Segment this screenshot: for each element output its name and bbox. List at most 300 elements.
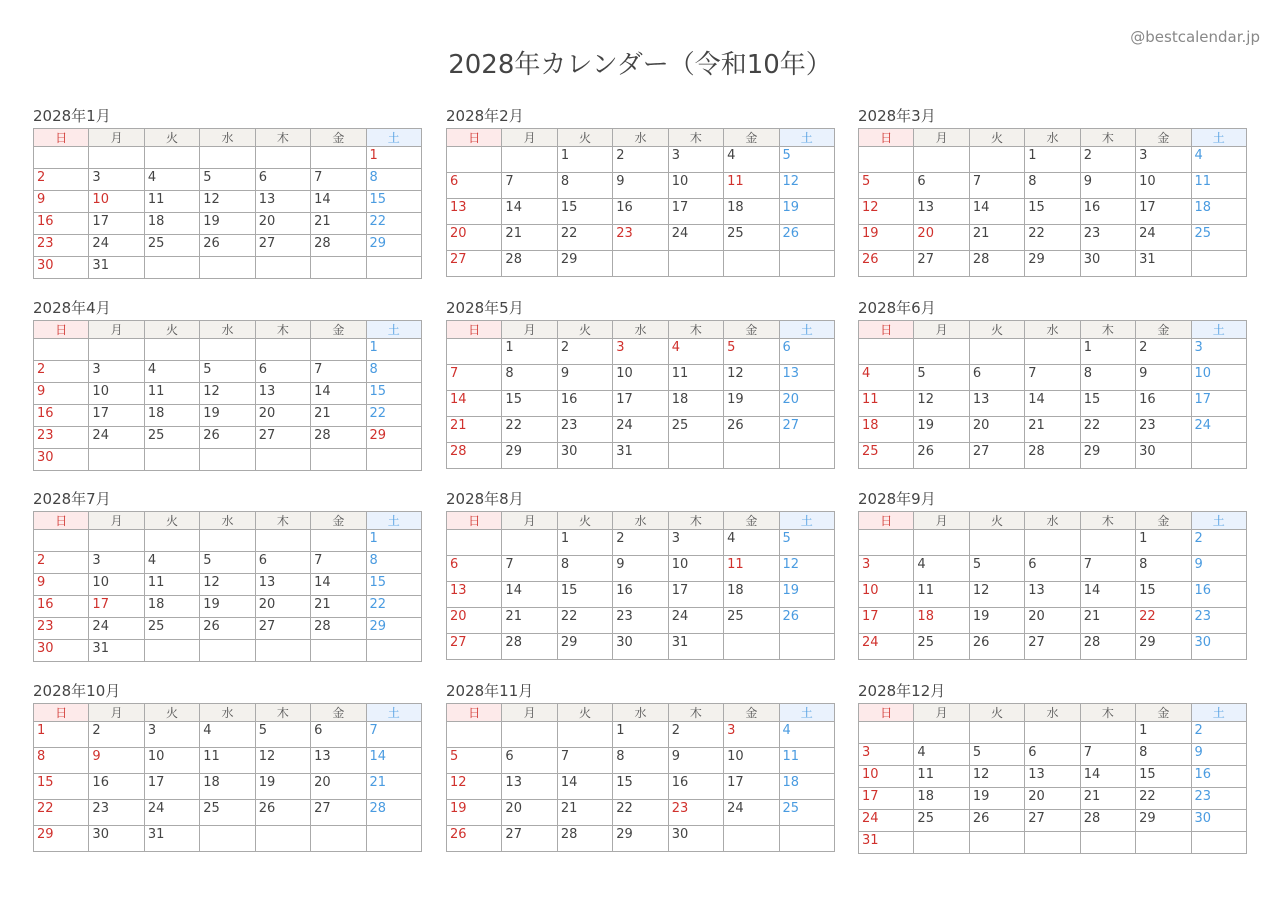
week-row <box>859 199 1247 225</box>
weekday-header: 土 <box>779 321 834 339</box>
weekday-header: 金 <box>311 321 366 339</box>
day-cell: 13 <box>255 383 310 405</box>
weekday-header: 木 <box>255 512 310 530</box>
day-cell <box>1080 530 1135 556</box>
day-cell: 29 <box>1080 443 1135 469</box>
week-row <box>447 774 835 800</box>
day-cell: 30 <box>557 443 612 469</box>
day-cell: 11 <box>859 391 914 417</box>
weekday-header: 金 <box>724 704 779 722</box>
day-cell: 2 <box>613 147 668 173</box>
day-cell: 23 <box>1136 417 1191 443</box>
month-table <box>858 320 1247 469</box>
day-cell: 2 <box>1136 339 1191 365</box>
day-cell: 18 <box>779 774 834 800</box>
day-cell <box>502 722 557 748</box>
month-label: 2028年6月 <box>858 299 936 317</box>
day-cell <box>89 530 144 552</box>
day-cell: 22 <box>1136 788 1191 810</box>
day-cell: 24 <box>144 800 199 826</box>
day-cell <box>255 826 310 852</box>
month-calendar <box>446 105 835 277</box>
day-cell: 31 <box>144 826 199 852</box>
week-row <box>447 556 835 582</box>
day-cell: 20 <box>502 800 557 826</box>
weekday-header: 木 <box>255 129 310 147</box>
day-cell: 22 <box>366 405 421 427</box>
weekday-header: 木 <box>1080 321 1135 339</box>
day-cell: 4 <box>724 530 779 556</box>
day-cell: 20 <box>914 225 969 251</box>
day-cell: 9 <box>1080 173 1135 199</box>
day-cell: 25 <box>914 810 969 832</box>
month-label: 2028年10月 <box>33 682 121 700</box>
day-cell: 5 <box>447 748 502 774</box>
day-cell <box>311 449 366 471</box>
day-cell: 3 <box>859 744 914 766</box>
month-table <box>33 128 422 279</box>
day-cell: 13 <box>502 774 557 800</box>
day-cell: 11 <box>724 556 779 582</box>
day-cell: 27 <box>447 251 502 277</box>
day-cell: 18 <box>1191 199 1246 225</box>
weekday-header: 金 <box>311 512 366 530</box>
weekday-header: 水 <box>200 704 255 722</box>
day-cell: 27 <box>447 634 502 660</box>
day-cell: 28 <box>502 634 557 660</box>
day-cell: 27 <box>255 618 310 640</box>
weekday-header: 水 <box>613 704 668 722</box>
week-row <box>447 147 835 173</box>
day-cell: 11 <box>668 365 723 391</box>
day-cell: 5 <box>859 173 914 199</box>
day-cell: 23 <box>1191 788 1246 810</box>
week-row <box>859 634 1247 660</box>
day-cell: 4 <box>144 552 199 574</box>
day-cell: 11 <box>914 582 969 608</box>
day-cell: 21 <box>502 225 557 251</box>
day-cell <box>859 147 914 173</box>
day-cell: 26 <box>779 225 834 251</box>
day-cell: 31 <box>668 634 723 660</box>
day-cell <box>447 339 502 365</box>
day-cell: 22 <box>502 417 557 443</box>
day-cell: 18 <box>144 596 199 618</box>
day-cell: 9 <box>34 383 89 405</box>
day-cell: 11 <box>914 766 969 788</box>
week-row <box>447 339 835 365</box>
month-calendar <box>858 680 1247 854</box>
day-cell <box>1080 722 1135 744</box>
week-row <box>859 251 1247 277</box>
day-cell: 13 <box>255 191 310 213</box>
day-cell: 16 <box>1080 199 1135 225</box>
month-label: 2028年8月 <box>446 490 524 508</box>
week-row <box>447 365 835 391</box>
week-row <box>447 391 835 417</box>
month-table <box>858 511 1247 660</box>
day-cell <box>502 147 557 173</box>
day-cell: 25 <box>724 608 779 634</box>
day-cell: 22 <box>1025 225 1080 251</box>
day-cell: 10 <box>144 748 199 774</box>
day-cell: 25 <box>144 427 199 449</box>
day-cell: 8 <box>557 173 612 199</box>
day-cell <box>969 530 1024 556</box>
day-cell: 24 <box>89 235 144 257</box>
day-cell: 3 <box>668 147 723 173</box>
day-cell <box>311 257 366 279</box>
day-cell: 1 <box>366 339 421 361</box>
day-cell: 13 <box>914 199 969 225</box>
day-cell <box>366 826 421 852</box>
day-cell: 4 <box>1191 147 1246 173</box>
day-cell: 30 <box>34 257 89 279</box>
day-cell: 5 <box>779 147 834 173</box>
weekday-header: 日 <box>859 321 914 339</box>
day-cell: 15 <box>34 774 89 800</box>
day-cell: 6 <box>914 173 969 199</box>
day-cell <box>724 826 779 852</box>
day-cell <box>779 826 834 852</box>
day-cell: 6 <box>255 552 310 574</box>
week-row <box>34 774 422 800</box>
weekday-header: 月 <box>89 704 144 722</box>
day-cell: 12 <box>200 574 255 596</box>
day-cell: 21 <box>311 405 366 427</box>
day-cell: 15 <box>557 582 612 608</box>
weekday-header: 火 <box>969 129 1024 147</box>
week-row <box>447 530 835 556</box>
weekday-header: 月 <box>502 704 557 722</box>
day-cell <box>724 443 779 469</box>
day-cell <box>144 339 199 361</box>
weekday-header: 金 <box>1136 704 1191 722</box>
day-cell: 31 <box>1136 251 1191 277</box>
day-cell <box>1025 530 1080 556</box>
week-row <box>447 417 835 443</box>
day-cell <box>557 722 612 748</box>
day-cell: 15 <box>502 391 557 417</box>
day-cell: 24 <box>859 634 914 660</box>
day-cell: 10 <box>89 383 144 405</box>
day-cell: 30 <box>613 634 668 660</box>
day-cell: 2 <box>89 722 144 748</box>
day-cell: 2 <box>1191 530 1246 556</box>
day-cell: 4 <box>200 722 255 748</box>
week-row <box>34 383 422 405</box>
weekday-header: 日 <box>859 129 914 147</box>
day-cell: 27 <box>255 235 310 257</box>
day-cell: 23 <box>557 417 612 443</box>
day-cell: 18 <box>724 199 779 225</box>
day-cell: 23 <box>613 225 668 251</box>
day-cell <box>779 443 834 469</box>
day-cell: 19 <box>724 391 779 417</box>
day-cell: 7 <box>557 748 612 774</box>
week-row <box>34 618 422 640</box>
week-row <box>859 788 1247 810</box>
weekday-header: 木 <box>255 321 310 339</box>
day-cell: 29 <box>613 826 668 852</box>
day-cell: 10 <box>89 574 144 596</box>
day-cell: 1 <box>502 339 557 365</box>
day-cell: 7 <box>1080 556 1135 582</box>
day-cell: 17 <box>668 199 723 225</box>
day-cell: 6 <box>1025 556 1080 582</box>
month-label: 2028年9月 <box>858 490 936 508</box>
day-cell: 3 <box>613 339 668 365</box>
day-cell: 18 <box>859 417 914 443</box>
day-cell: 27 <box>1025 810 1080 832</box>
day-cell <box>1191 443 1246 469</box>
day-cell: 15 <box>1080 391 1135 417</box>
day-cell <box>447 722 502 748</box>
day-cell: 2 <box>1080 147 1135 173</box>
week-row <box>34 800 422 826</box>
day-cell: 10 <box>1136 173 1191 199</box>
day-cell: 8 <box>1136 556 1191 582</box>
weekday-header: 月 <box>914 129 969 147</box>
day-cell: 28 <box>366 800 421 826</box>
weekday-header: 火 <box>144 129 199 147</box>
weekday-header: 土 <box>779 129 834 147</box>
weekday-header: 水 <box>1025 321 1080 339</box>
day-cell: 31 <box>89 640 144 662</box>
site-credit: @bestcalendar.jp <box>1130 28 1260 46</box>
week-row <box>447 800 835 826</box>
week-row <box>859 608 1247 634</box>
day-cell: 20 <box>1025 788 1080 810</box>
day-cell: 16 <box>34 213 89 235</box>
month-calendar <box>446 297 835 469</box>
day-cell: 23 <box>34 427 89 449</box>
day-cell: 1 <box>1136 530 1191 556</box>
day-cell <box>502 530 557 556</box>
day-cell: 26 <box>255 800 310 826</box>
week-row <box>859 391 1247 417</box>
week-row <box>859 766 1247 788</box>
day-cell: 8 <box>613 748 668 774</box>
week-row <box>34 722 422 748</box>
week-row <box>34 235 422 257</box>
day-cell: 7 <box>311 169 366 191</box>
day-cell <box>34 339 89 361</box>
day-cell: 29 <box>1136 634 1191 660</box>
day-cell: 18 <box>144 213 199 235</box>
day-cell: 16 <box>1191 582 1246 608</box>
day-cell <box>89 339 144 361</box>
day-cell: 12 <box>859 199 914 225</box>
day-cell: 25 <box>668 417 723 443</box>
weekday-header: 月 <box>502 129 557 147</box>
day-cell: 28 <box>557 826 612 852</box>
month-table <box>33 320 422 471</box>
day-cell <box>724 251 779 277</box>
day-cell: 25 <box>859 443 914 469</box>
day-cell <box>613 251 668 277</box>
day-cell: 14 <box>502 199 557 225</box>
day-cell: 1 <box>366 147 421 169</box>
day-cell: 16 <box>34 405 89 427</box>
day-cell <box>1191 832 1246 854</box>
day-cell: 3 <box>724 722 779 748</box>
day-cell: 19 <box>969 788 1024 810</box>
day-cell: 6 <box>969 365 1024 391</box>
weekday-header: 土 <box>366 512 421 530</box>
day-cell: 2 <box>34 361 89 383</box>
weekday-header: 火 <box>144 512 199 530</box>
day-cell <box>668 443 723 469</box>
day-cell: 8 <box>1025 173 1080 199</box>
week-row <box>34 147 422 169</box>
day-cell: 22 <box>557 225 612 251</box>
day-cell: 14 <box>969 199 1024 225</box>
day-cell: 3 <box>668 530 723 556</box>
day-cell <box>200 530 255 552</box>
day-cell: 8 <box>1080 365 1135 391</box>
day-cell: 19 <box>969 608 1024 634</box>
day-cell: 8 <box>557 556 612 582</box>
day-cell: 26 <box>969 810 1024 832</box>
day-cell <box>200 339 255 361</box>
day-cell: 14 <box>311 191 366 213</box>
weekday-header: 水 <box>613 321 668 339</box>
day-cell: 8 <box>366 552 421 574</box>
day-cell <box>200 826 255 852</box>
day-cell: 30 <box>1080 251 1135 277</box>
day-cell: 26 <box>914 443 969 469</box>
day-cell: 13 <box>779 365 834 391</box>
month-label: 2028年5月 <box>446 299 524 317</box>
day-cell: 12 <box>969 766 1024 788</box>
week-row <box>34 361 422 383</box>
day-cell: 24 <box>859 810 914 832</box>
day-cell: 16 <box>613 199 668 225</box>
weekday-header: 火 <box>969 704 1024 722</box>
weekday-header: 土 <box>1191 704 1246 722</box>
day-cell: 5 <box>724 339 779 365</box>
day-cell: 28 <box>311 427 366 449</box>
day-cell: 17 <box>89 596 144 618</box>
day-cell: 19 <box>200 405 255 427</box>
day-cell: 9 <box>1191 744 1246 766</box>
day-cell <box>255 640 310 662</box>
month-label: 2028年11月 <box>446 682 534 700</box>
day-cell: 24 <box>1191 417 1246 443</box>
week-row <box>447 826 835 852</box>
day-cell: 13 <box>311 748 366 774</box>
month-table <box>446 320 835 469</box>
day-cell: 29 <box>366 618 421 640</box>
day-cell: 29 <box>557 634 612 660</box>
week-row <box>859 810 1247 832</box>
day-cell: 12 <box>255 748 310 774</box>
day-cell: 5 <box>200 169 255 191</box>
week-row <box>34 213 422 235</box>
month-calendar <box>858 488 1247 660</box>
day-cell: 9 <box>1136 365 1191 391</box>
day-cell: 12 <box>914 391 969 417</box>
day-cell: 21 <box>1025 417 1080 443</box>
day-cell: 14 <box>1080 582 1135 608</box>
day-cell <box>1136 832 1191 854</box>
week-row <box>34 748 422 774</box>
day-cell: 22 <box>34 800 89 826</box>
day-cell: 28 <box>969 251 1024 277</box>
day-cell: 2 <box>34 169 89 191</box>
weekday-header: 水 <box>1025 704 1080 722</box>
day-cell: 18 <box>668 391 723 417</box>
weekday-header: 日 <box>447 704 502 722</box>
month-table <box>33 511 422 662</box>
weekday-header: 木 <box>1080 704 1135 722</box>
day-cell <box>144 640 199 662</box>
weekday-header: 土 <box>1191 512 1246 530</box>
day-cell: 9 <box>613 173 668 199</box>
day-cell: 27 <box>1025 634 1080 660</box>
day-cell: 6 <box>255 361 310 383</box>
day-cell: 30 <box>1191 634 1246 660</box>
day-cell: 3 <box>89 361 144 383</box>
day-cell: 20 <box>447 225 502 251</box>
day-cell <box>1191 251 1246 277</box>
week-row <box>34 552 422 574</box>
day-cell: 27 <box>914 251 969 277</box>
week-row <box>447 173 835 199</box>
day-cell: 21 <box>447 417 502 443</box>
day-cell <box>89 147 144 169</box>
day-cell: 10 <box>613 365 668 391</box>
month-calendar <box>858 297 1247 469</box>
day-cell: 7 <box>311 361 366 383</box>
day-cell <box>144 147 199 169</box>
day-cell: 1 <box>557 530 612 556</box>
week-row <box>34 169 422 191</box>
day-cell: 26 <box>969 634 1024 660</box>
day-cell: 17 <box>668 582 723 608</box>
month-calendar <box>858 105 1247 277</box>
day-cell: 30 <box>34 449 89 471</box>
day-cell <box>255 530 310 552</box>
day-cell: 22 <box>366 596 421 618</box>
day-cell: 7 <box>502 556 557 582</box>
day-cell <box>255 147 310 169</box>
day-cell: 4 <box>144 169 199 191</box>
day-cell: 4 <box>779 722 834 748</box>
day-cell: 22 <box>1080 417 1135 443</box>
day-cell: 2 <box>613 530 668 556</box>
day-cell: 2 <box>557 339 612 365</box>
day-cell: 8 <box>1136 744 1191 766</box>
month-calendar <box>33 680 422 852</box>
day-cell: 29 <box>1136 810 1191 832</box>
week-row <box>447 722 835 748</box>
day-cell: 26 <box>200 427 255 449</box>
day-cell <box>311 640 366 662</box>
weekday-header: 水 <box>200 129 255 147</box>
day-cell: 17 <box>724 774 779 800</box>
day-cell: 28 <box>447 443 502 469</box>
weekday-header: 土 <box>779 704 834 722</box>
day-cell: 7 <box>447 365 502 391</box>
day-cell: 20 <box>447 608 502 634</box>
month-label: 2028年2月 <box>446 107 524 125</box>
weekday-header: 月 <box>502 321 557 339</box>
day-cell: 30 <box>1191 810 1246 832</box>
day-cell <box>200 257 255 279</box>
day-cell: 29 <box>366 427 421 449</box>
